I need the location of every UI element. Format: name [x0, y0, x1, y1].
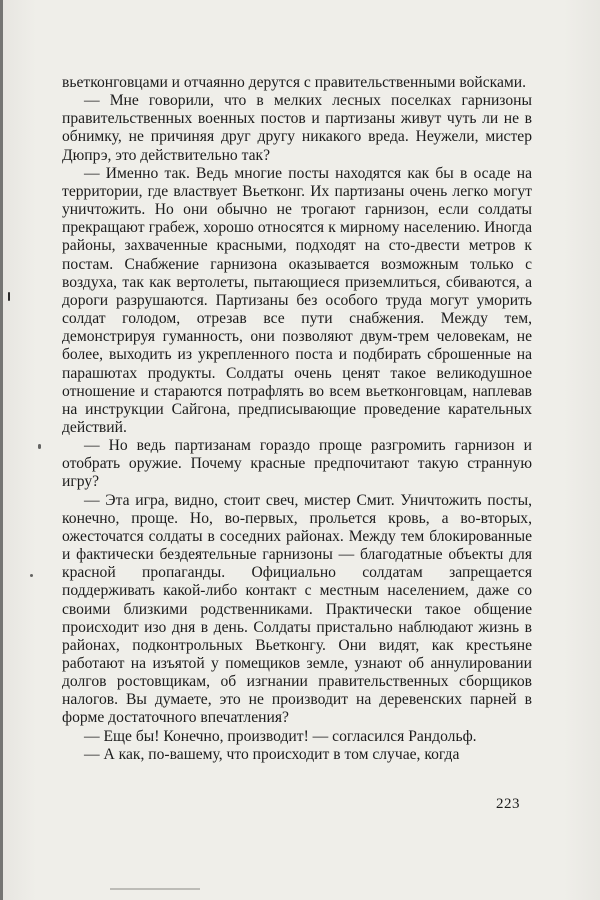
paragraph: вьетконговцами и отчаянно дерутся с правительственными войсками. — [62, 74, 527, 91]
paragraph: — Но ведь партизанам гораздо проще разгромить гарнизон и отобрать оружие. Почему красные предпочитают такую странную игру? — [62, 437, 532, 491]
paper-scuff — [110, 888, 200, 890]
body-text — [62, 74, 532, 764]
paragraph: — Эта игра, видно, стоит свеч, мистер Смит. Уничтожить посты, конечно, проще. Но, во-первых, прольется кровь, а во-вторых, ожесточатся солдаты в соседних районах. Между тем блокированные и фактически бездеятельные гарнизоны — благодатные объекты для красной пропаганды. Официально солдатам запрещается поддерживать какой-либо контакт с местным населением, даже со своими близкими родственниками. Практически такое общение происходит изо дня в день. Солдаты пристально наблюдают жизнь в районах, подконтрольных Вьетконгу. Они видят, как крестьяне работают на изъятой у помещиков земле, узнают об аннулировании долгов ростовщикам, об изгнании правительственных сборщиков налогов. Вы думаете, это не производит на деревенских парней в форме достаточного впечатления? — [62, 491, 532, 727]
page-edge-shadow — [0, 0, 3, 900]
paragraph: — А как, по-вашему, что происходит в том случае, когда — [84, 745, 460, 763]
print-speck — [30, 574, 33, 577]
paragraph: — Мне говорили, что в мелких лесных поселках гарнизоны правительственных военных постов и партизаны живут чуть ли не в обнимку, не причиняя друг другу никакого вреда. Неужели, мистер Дюпрэ, это действительно так? — [62, 92, 532, 164]
print-speck — [38, 444, 41, 449]
paragraph: — Еще бы! Конечно, производит! — согласился Рандольф. — [84, 727, 477, 745]
print-speck — [8, 292, 10, 301]
paragraph: — Именно так. Ведь многие посты находятся как бы в осаде на территории, где властвует Вьетконг. Их партизаны очень легко могут уничтожить. Но они обычно не трогают гарнизон, если солдаты прекращают грабеж, хорошо относятся к мирному населению. Иногда районы, захваченные красными, подходят на сто-двести метров к постам. Снабжение гарнизона оказывается возможным только с воздуха, так как вертолеты, пытающиеся приземлиться, сбиваются, а дороги разрушаются. Партизаны без особого труда могут уморить солдат голодом, отрезав все пути снабжения. Между тем, демонстрируя гуманность, они позволяют двум-трем человекам, не более, выходить из укрепленного поста и подбирать сброшенные на парашютах продукты. Солдаты очень ценят такое великодушное отношение и стараются потрафлять во всем вьетконговцам, наплевав на инструкции Сайгона, предписывающие проведение карательных действий. — [62, 164, 532, 436]
page-number: 223 — [496, 796, 520, 812]
